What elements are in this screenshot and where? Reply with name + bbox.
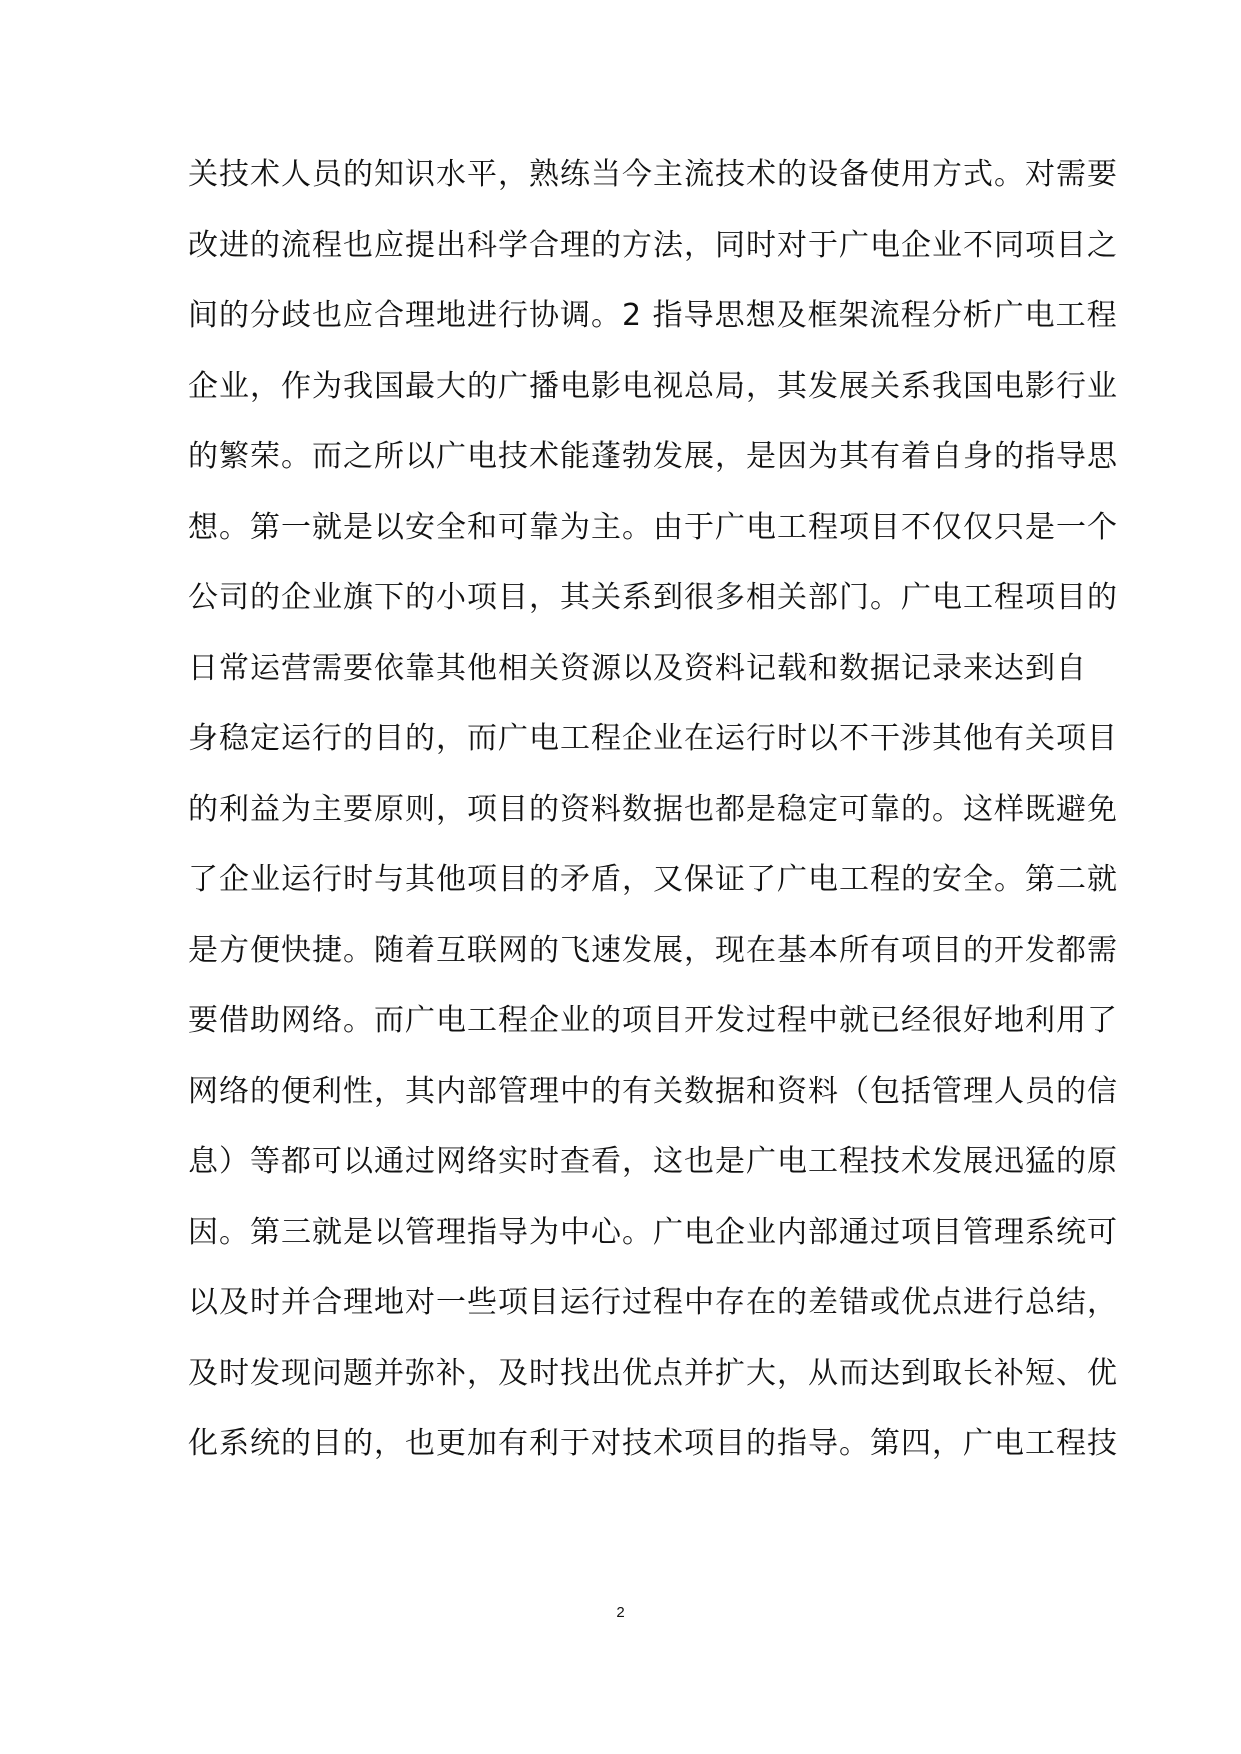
- text-line: 要借助网络。而广电工程企业的项目开发过程中就已经很好地利用了: [188, 1003, 1118, 1038]
- text-line: 的利益为主要原则，项目的资料数据也都是稳定可靠的。这样既避免: [188, 791, 1118, 827]
- text-line: 因。第三就是以管理指导为中心。广电企业内部通过项目管理系统可: [188, 1214, 1118, 1250]
- text-line: 息）等都可以通过网络实时查看，这也是广电工程技术发展迅猛的原: [188, 1144, 1118, 1179]
- text-line: 以及时并合理地对一些项目运行过程中存在的差错或优点进行总结，: [188, 1285, 1118, 1320]
- text-line: 公司的企业旗下的小项目，其关系到很多相关部门。广电工程项目的: [188, 580, 1118, 615]
- text-line: 日常运营需要依靠其他相关资源以及资料记载和数据记录来达到自: [188, 650, 1087, 686]
- text-line: 关技术人员的知识水平，熟练当今主流技术的设备使用方式。对需要: [188, 157, 1118, 192]
- text-line: 身稳定运行的目的，而广电工程企业在运行时以不干涉其他有关项目: [188, 721, 1118, 756]
- text-line: 的繁荣。而之所以广电技术能蓬勃发展，是因为其有着自身的指导思: [188, 439, 1118, 474]
- text-line: 想。第一就是以安全和可靠为主。由于广电工程项目不仅仅只是一个: [188, 509, 1118, 545]
- text-line: 间的分歧也应合理地进行协调。2 指导思想及框架流程分析广电工程: [188, 298, 1118, 333]
- text-line: 了企业运行时与其他项目的矛盾，又保证了广电工程的安全。第二就: [188, 862, 1118, 897]
- text-line: 是方便快捷。随着互联网的飞速发展，现在基本所有项目的开发都需: [188, 932, 1118, 968]
- text-line: 网络的便利性，其内部管理中的有关数据和资料（包括管理人员的信: [188, 1073, 1118, 1109]
- text-line: 化系统的目的，也更加有利于对技术项目的指导。第四，广电工程技: [188, 1426, 1118, 1461]
- text-line: 改进的流程也应提出科学合理的方法，同时对于广电企业不同项目之: [188, 227, 1118, 263]
- page-number: 2: [616, 1604, 625, 1621]
- text-line: 及时发现问题并弥补，及时找出优点并扩大，从而达到取长补短、优: [188, 1355, 1118, 1391]
- text-line: 企业，作为我国最大的广播电影电视总局，其发展关系我国电影行业: [188, 368, 1118, 404]
- body-paragraph: [188, 140, 1118, 1480]
